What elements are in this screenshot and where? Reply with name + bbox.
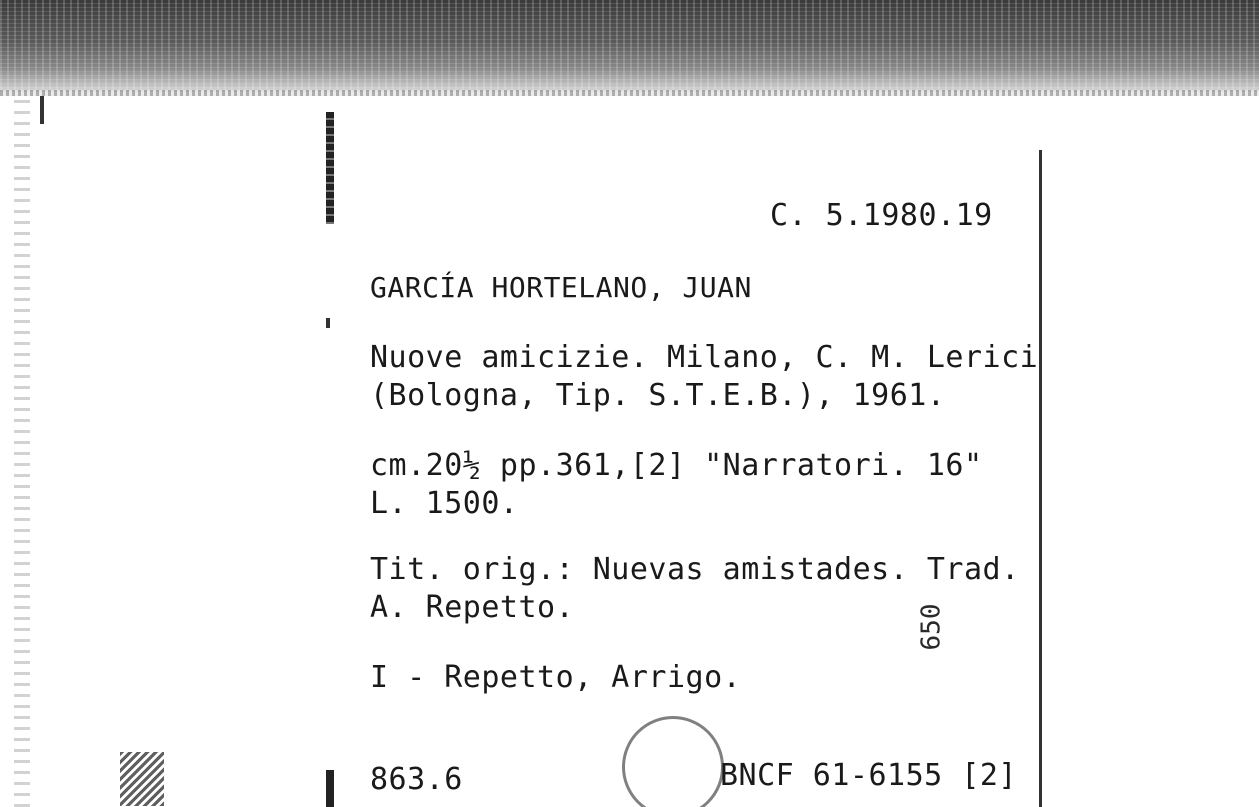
- author-heading: GARCÍA HORTELANO, JUAN: [370, 271, 752, 304]
- scan-tick-mark: [40, 96, 44, 124]
- circle-stamp: [622, 716, 724, 807]
- title-line: Nuove amicizie. Milano, C. M. Lerici: [370, 340, 1039, 375]
- right-margin-rule: [1039, 150, 1042, 807]
- punch-mark: [120, 752, 164, 806]
- title-line: (Bologna, Tip. S.T.E.B.), 1961.: [370, 378, 946, 413]
- scan-band-edge: [0, 90, 1259, 96]
- physical-description-line: L. 1500.: [370, 486, 519, 521]
- added-entry: I - Repetto, Arrigo.: [370, 660, 742, 695]
- shelf-mark: C. 5.1980.19: [770, 198, 993, 233]
- note-line: A. Repetto.: [370, 590, 575, 625]
- stamp-number: 650: [916, 603, 947, 651]
- margin-rule-bottom: [326, 770, 334, 807]
- physical-description-line: cm.20½ pp.361,[2] "Narratori. 16": [370, 448, 983, 483]
- scan-left-edge: [14, 100, 30, 807]
- note-line: Tit. orig.: Nuevas amistades. Trad.: [370, 552, 1020, 587]
- bncf-number: BNCF 61-6155 [2]: [720, 758, 1017, 793]
- margin-rule-top: [326, 112, 334, 224]
- margin-dot: [326, 318, 330, 328]
- scan-top-band: [0, 0, 1259, 92]
- classification-number: 863.6: [370, 762, 463, 797]
